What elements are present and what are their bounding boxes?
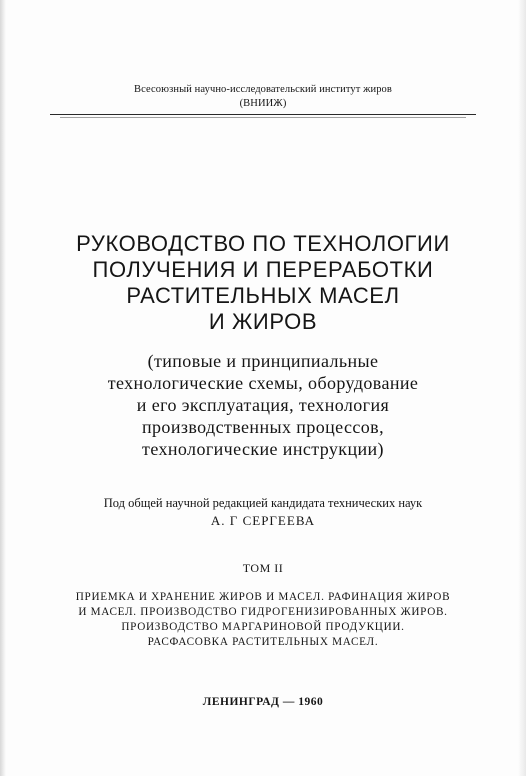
- volume-number: ТОМ II: [242, 561, 284, 575]
- header-rule-shadow: [60, 117, 466, 118]
- institute-abbreviation: (ВНИИЖ): [239, 98, 287, 109]
- contents-line-3: ПРОИЗВОДСТВО МАРГАРИНОВОЙ ПРОДУКЦИИ.: [121, 621, 405, 633]
- title-line-4: И ЖИРОВ: [208, 309, 318, 334]
- header-rule: [50, 114, 476, 115]
- editor-line: Под общей научной редакцией кандидата технических наук: [103, 496, 423, 510]
- contents-line-2: И МАСЕЛ. ПРОИЗВОДСТВО ГИДРОГЕНИЗИРОВАННЫХ ЖИРОВ.: [78, 606, 448, 618]
- contents-line-1: ПРИЕМКА И ХРАНЕНИЕ ЖИРОВ И МАСЕЛ. РАФИНАЦИЯ ЖИРОВ: [75, 591, 451, 603]
- subtitle-line-5: технологические инструкции): [142, 439, 384, 459]
- subtitle-line-4: производственных процессов,: [142, 417, 384, 437]
- subtitle-line-3: и его эксплуатация, технология: [136, 395, 390, 415]
- imprint: ЛЕНИНГРАД — 1960: [202, 696, 324, 708]
- subtitle-line-1: (типовые и принципиальные: [147, 351, 379, 371]
- contents-line-4: РАСФАСОВКА РАСТИТЕЛЬНЫХ МАСЕЛ.: [147, 636, 379, 648]
- institute-name: Всесоюзный научно-исследовательский институт жиров: [134, 84, 392, 95]
- editor-name: А. Г СЕРГЕЕВА: [210, 513, 316, 528]
- subtitle-line-2: технологические схемы, оборудование: [107, 373, 419, 393]
- title-line-1: РУКОВОДСТВО ПО ТЕХНОЛОГИИ: [76, 231, 450, 256]
- title-line-3: РАСТИТЕЛЬНЫХ МАСЕЛ: [126, 283, 400, 308]
- title-line-2: ПОЛУЧЕНИЯ И ПЕРЕРАБОТКИ: [92, 257, 434, 282]
